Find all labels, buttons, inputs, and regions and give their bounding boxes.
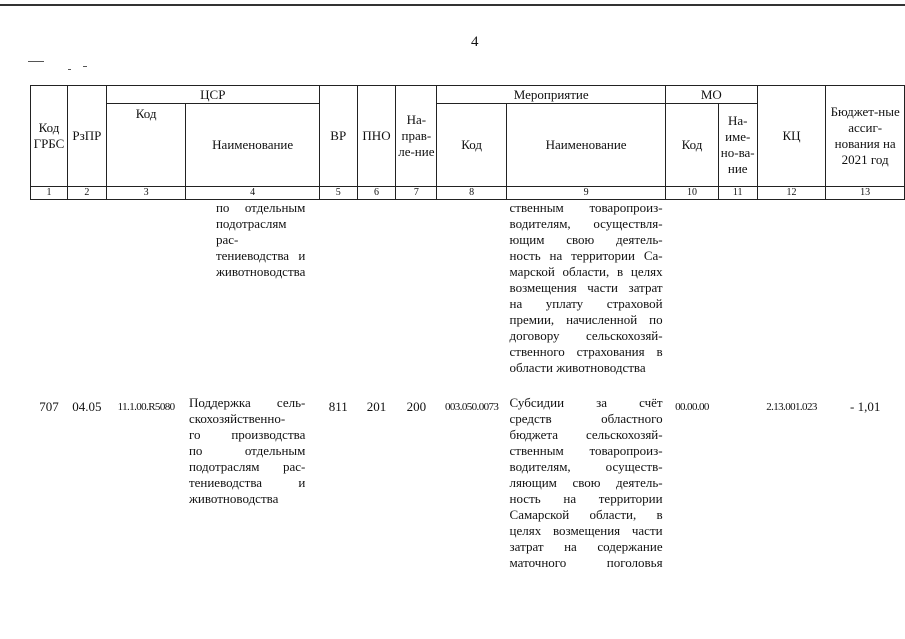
text-line: ственным товаропроиз- [509,200,663,215]
text-line: тениеводства и [188,474,306,490]
header-kod-grbs: Код ГРБС [31,86,68,187]
text-line: подотраслям рас- [188,458,306,474]
text-line: ственного страхования в [509,344,663,359]
cell-rzpr [67,200,106,395]
column-number-row [31,187,905,200]
header-rzpr: РзПР [67,86,106,187]
header-csr-name: Наименование [186,104,319,187]
text-line: бюджета сельскохозяй- [509,426,663,442]
table-row [31,200,905,395]
text-line: скохозяйственно- [188,410,286,426]
column-number: 8 [437,187,507,200]
cell-mer-kod: 003.050.0073 [445,400,499,413]
cell-csr-name [186,395,319,595]
column-number: 3 [106,187,186,200]
column-number: 7 [396,187,437,200]
cell-kc: 2.13.001.023 [766,400,817,413]
header-mer-name: Наименование [507,104,666,187]
text-line: Самарской области, в [509,506,663,522]
table-row [31,395,905,595]
header-vr: ВР [319,86,357,187]
header-kc: КЦ [757,86,826,187]
header-csr-kod: Код [106,104,186,187]
text-line: ющим свою деятель- [509,232,663,247]
header-napravlenie: На-прав-ле-ние [396,86,437,187]
header-mer-kod: Код [437,104,507,187]
text-line: Поддержка сель- [188,394,306,410]
header-mo: МО [666,86,758,104]
scan-speck [28,61,44,62]
text-line: Субсидии за счёт [509,394,663,410]
cell-kc [757,200,826,395]
text-line: тениеводства и [215,248,306,263]
text-line: затрат на содержание [509,538,663,554]
text-line: ность на территории Са- [509,248,663,263]
column-number: 9 [507,187,666,200]
scan-speck [68,69,71,70]
cell-amount: - 1,01 [850,398,881,414]
column-number: 4 [186,187,319,200]
cell-grbs [31,200,68,395]
text-line: ляющим свою деятель- [509,474,663,490]
text-line: средств областного [509,410,663,426]
cell-mer-name [507,200,666,395]
cell-napravlenie: 200 [406,398,427,414]
text-line: животноводства [188,490,279,506]
cell-amount [826,200,905,395]
text-line: на уплату страховой [509,296,663,311]
top-rule [0,4,905,6]
cell-pno: 201 [366,398,387,414]
column-number: 12 [757,187,826,200]
text-line: ственным товаропроиз- [509,442,663,458]
scan-speck [83,66,87,67]
column-number: 2 [67,187,106,200]
cell-pno [357,200,396,395]
cell-mo-name [718,200,757,395]
header-mo-kod: Код [666,104,719,187]
cell-mer-name [507,395,666,595]
text-line: маточного поголовья [509,554,663,570]
text-line: области животноводства [509,360,646,375]
text-line: ность на территории [509,490,663,506]
text-line: по отдельным [188,442,306,458]
text-line: по отдельным [215,200,306,215]
header-mo-name: На-име-но-ва-ние [718,104,757,187]
budget-table [30,85,905,595]
cell-vr: 811 [328,398,348,414]
column-number: 10 [666,187,719,200]
text-line: го производства [188,426,306,442]
text-line: животноводства [215,264,306,279]
cell-napravlenie [396,200,437,395]
cell-mo-kod [666,200,719,395]
cell-mer-kod [437,200,507,395]
cell-mo-kod: 00.00.00 [675,400,709,413]
cell-mo-name [718,395,757,595]
cell-csr-kod: 11.1.00.R5080 [117,400,175,413]
column-number: 13 [826,187,905,200]
text-line: целях возмещения части [509,522,663,538]
header-budget: Бюджет-ные ассиг-нования на 2021 год [826,86,905,187]
header-csr: ЦСР [106,86,319,104]
text-line: водителям, осуществля- [509,216,663,231]
cell-rzpr: 04.05 [72,398,102,414]
column-number: 11 [718,187,757,200]
header-pno: ПНО [357,86,396,187]
column-number: 6 [357,187,396,200]
header-meropriyatie: Мероприятие [437,86,666,104]
column-number: 5 [319,187,357,200]
text-line: марской области, в целях [509,264,663,279]
text-line: водителям, осуществ- [509,458,663,474]
cell-grbs: 707 [39,398,59,414]
page-number: 4 [471,34,479,50]
text-line: договору сельскохозяй- [509,328,663,343]
cell-vr [319,200,357,395]
cell-csr-name [186,200,319,395]
cell-csr-kod [106,200,186,395]
text-line: премии, начисленной по [509,312,663,327]
text-line: подотраслям рас- [215,216,287,247]
column-number: 1 [31,187,68,200]
text-line: возмещения части затрат [509,280,663,295]
